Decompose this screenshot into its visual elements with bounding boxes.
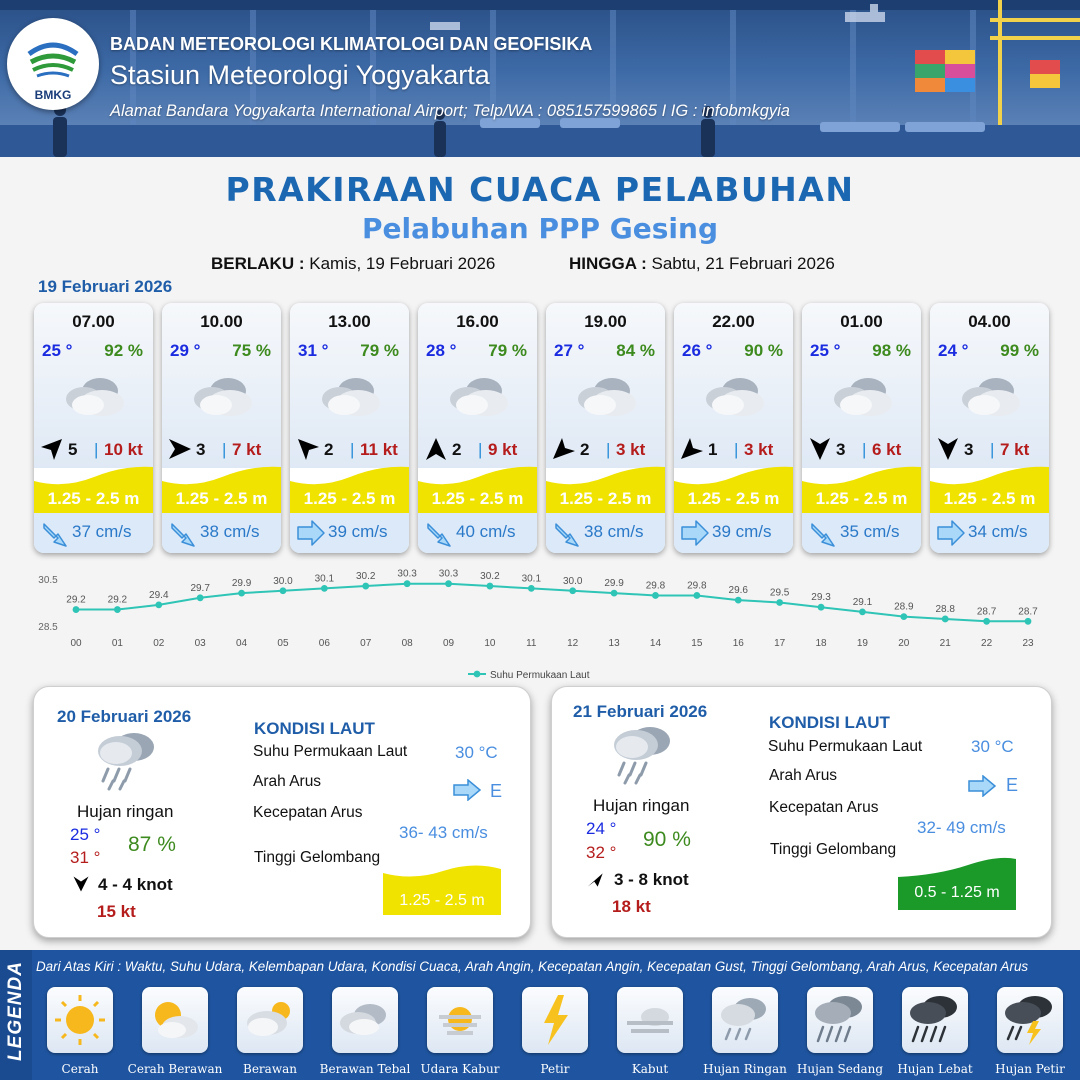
day3-gust: 18 kt <box>612 897 651 916</box>
chart-x-tick: 19 <box>856 638 868 649</box>
chart-point <box>487 583 494 590</box>
chart-data-label: 30.0 <box>273 575 293 587</box>
chart-data-label: 29.8 <box>687 580 707 592</box>
chart-point <box>652 592 659 599</box>
legend-item-name: Berawan <box>243 1062 297 1076</box>
chart-x-tick: 10 <box>484 638 496 649</box>
current-arrow-east-icon <box>452 779 482 801</box>
chart-data-label: 29.9 <box>604 578 624 590</box>
forecast-card <box>418 303 537 553</box>
wind-direction-icon <box>680 437 704 461</box>
wind-direction-icon <box>808 437 832 461</box>
card-wind-separator: | <box>94 440 99 459</box>
wind-direction-icon <box>40 437 64 461</box>
chart-x-tick: 05 <box>277 638 289 649</box>
page-title: PRAKIRAAN CUACA PELABUHAN <box>225 170 855 209</box>
chart-point <box>362 583 369 590</box>
card-wind-speed: 3 <box>964 440 974 459</box>
day2-wave-label: Tinggi Gelombang <box>254 849 381 866</box>
header-banner <box>0 0 1080 157</box>
day2-cur-speed-value: 36- 43 cm/s <box>399 823 488 842</box>
legend-item-name: Hujan Ringan <box>703 1062 787 1076</box>
card-gust: 9 kt <box>488 440 518 459</box>
chart-legend-marker <box>474 671 481 678</box>
card-humidity: 99 % <box>1000 341 1039 360</box>
day2-sea-title: KONDISI LAUT <box>254 719 375 738</box>
card-time: 13.00 <box>328 312 371 331</box>
current-direction-icon <box>168 518 198 548</box>
card-gust: 11 kt <box>360 440 398 459</box>
day2-humidity: 87 % <box>128 833 176 856</box>
day3-panel <box>551 686 1052 938</box>
chart-point <box>900 613 907 620</box>
day2-wind: 4 - 4 knot <box>98 875 173 894</box>
chart-y-tick: 28.5 <box>38 622 58 633</box>
day2-gust: 15 kt <box>97 902 136 921</box>
chart-point <box>445 580 452 587</box>
legend-icon-box <box>332 987 398 1053</box>
day2-cur-dir-value: E <box>490 781 503 801</box>
chart-data-label: 30.3 <box>438 568 459 580</box>
card-current-speed: 38 cm/s <box>584 522 644 541</box>
chart-x-tick: 13 <box>608 638 620 649</box>
day3-wave-value: 0.5 - 1.25 m <box>914 884 1000 901</box>
sun-cloud-icon <box>142 987 208 1053</box>
legend-description: Dari Atas Kiri : Waktu, Suhu Udara, Kelembapan Udara, Kondisi Cuaca, Arah Angin, Kecepatan Angin, Kecepatan Gust, Tinggi Gelombang, Arah Arus, Kecepatan Arus <box>36 959 1029 974</box>
chart-point <box>321 585 328 592</box>
day3-cur-dir-value: E <box>1006 775 1019 795</box>
chart-data-label: 29.2 <box>107 594 128 606</box>
legend-icon-box <box>902 987 968 1053</box>
chart-x-tick: 06 <box>318 638 330 649</box>
card-humidity: 92 % <box>104 341 143 360</box>
thick-cloud-icon <box>190 375 254 419</box>
legend-item <box>990 987 1070 1076</box>
bmkg-logo <box>7 18 99 110</box>
chart-x-tick: 11 <box>526 638 537 649</box>
day3-cur-speed-value: 32- 49 cm/s <box>917 818 1006 837</box>
card-wave-height: 1.25 - 2.5 m <box>303 489 396 508</box>
card-current-speed: 35 cm/s <box>840 522 900 541</box>
chart-data-label: 29.1 <box>852 596 873 608</box>
valid-from-value: Kamis, 19 Februari 2026 <box>309 254 496 273</box>
forecast-card <box>802 303 921 553</box>
chart-point <box>280 587 287 594</box>
chart-data-label: 30.2 <box>480 571 500 583</box>
legend-item <box>319 987 411 1076</box>
chart-data-label: 28.7 <box>976 606 997 618</box>
card-temperature: 29 ° <box>170 341 201 360</box>
wind-arrow-southwest-icon <box>586 870 606 890</box>
day3-cur-speed-label: Kecepatan Arus <box>769 799 879 816</box>
card-wind-speed: 3 <box>836 440 846 459</box>
card-temperature: 26 ° <box>682 341 713 360</box>
card-gust: 7 kt <box>232 440 262 459</box>
forecast-card <box>162 303 281 553</box>
legend-bar <box>0 950 1080 1080</box>
card-wave-height: 1.25 - 2.5 m <box>815 489 908 508</box>
legend-icon-box <box>47 987 113 1053</box>
wind-direction-icon <box>552 437 576 461</box>
card-current-speed: 37 cm/s <box>72 522 132 541</box>
card-wave-height: 1.25 - 2.5 m <box>175 489 268 508</box>
chart-point <box>818 604 825 611</box>
thick-cloud-icon <box>574 375 638 419</box>
chart-x-tick: 07 <box>360 638 372 649</box>
legend-item-name: Hujan Petir <box>995 1062 1065 1076</box>
day2-cur-speed-label: Kecepatan Arus <box>253 804 363 821</box>
chart-point <box>611 590 618 597</box>
legend-icon-box <box>807 987 873 1053</box>
chart-point <box>942 616 949 623</box>
day3-date: 21 Februari 2026 <box>573 702 708 721</box>
day2-date: 20 Februari 2026 <box>57 707 192 726</box>
thick-cloud-icon <box>62 375 126 419</box>
card-humidity: 75 % <box>232 341 271 360</box>
legend-item <box>705 987 785 1076</box>
sea-temperature-chart <box>0 560 1080 685</box>
chart-data-label: 30.1 <box>314 573 335 585</box>
chart-x-tick: 23 <box>1022 638 1034 649</box>
card-wind-separator: | <box>606 440 611 459</box>
station-address: Alamat Bandara Yogyakarta International Airport; Telp/WA : 085157599865 I IG : infobmkgyia <box>110 102 790 120</box>
chart-point <box>569 587 576 594</box>
chart-point <box>114 606 121 613</box>
chart-x-tick: 17 <box>774 638 786 649</box>
legend-item <box>420 987 500 1076</box>
card-gust: 7 kt <box>1000 440 1030 459</box>
card-wave-height: 1.25 - 2.5 m <box>47 489 140 508</box>
card-time: 19.00 <box>584 312 627 331</box>
chart-x-tick: 18 <box>815 638 827 649</box>
day3-sea-title: KONDISI LAUT <box>769 713 890 732</box>
day3-cur-dir-label: Arah Arus <box>769 767 838 784</box>
current-direction-icon <box>936 518 966 548</box>
card-wind-speed: 3 <box>196 440 206 459</box>
card-temperature: 25 ° <box>42 341 73 360</box>
chart-y-tick: 30.5 <box>38 575 58 586</box>
day2-temp-min: 25 ° <box>70 825 101 844</box>
chart-point <box>528 585 535 592</box>
chart-legend-label: Suhu Permukaan Laut <box>490 670 590 681</box>
chart-data-label: 28.8 <box>935 603 955 615</box>
card-temperature: 24 ° <box>938 341 969 360</box>
fog-icon <box>617 987 683 1053</box>
legend-icon-box <box>237 987 303 1053</box>
card-time: 01.00 <box>840 312 883 331</box>
valid-to-label: HINGGA : <box>569 254 647 273</box>
chart-x-tick: 20 <box>898 638 910 649</box>
chart-x-tick: 01 <box>111 638 123 649</box>
legend-icon-box <box>142 987 208 1053</box>
page-subtitle: Pelabuhan PPP Gesing <box>361 212 718 245</box>
day2-wave-value: 1.25 - 2.5 m <box>399 892 485 909</box>
legend-item-name: Hujan Sedang <box>796 1062 884 1076</box>
legend-item <box>796 987 884 1076</box>
legend-item <box>127 987 223 1076</box>
card-wave-height: 1.25 - 2.5 m <box>943 489 1036 508</box>
chart-x-tick: 21 <box>939 638 951 649</box>
chart-point <box>155 601 162 608</box>
legend-icon-box <box>427 987 493 1053</box>
chart-x-tick: 08 <box>401 638 413 649</box>
chart-data-label: 29.7 <box>190 582 210 594</box>
legend-item-name: Hujan Lebat <box>897 1062 973 1076</box>
legend-item <box>610 987 690 1076</box>
card-time: 10.00 <box>200 312 243 331</box>
sun-icon <box>47 987 113 1053</box>
chart-series-line <box>76 584 1028 622</box>
agency-name: BADAN METEOROLOGI KLIMATOLOGI DAN GEOFISIKA <box>110 34 593 54</box>
legend-item <box>895 987 975 1076</box>
legend-item <box>230 987 310 1076</box>
thick-cloud-icon <box>446 375 510 419</box>
card-humidity: 90 % <box>744 341 783 360</box>
card-wind-separator: | <box>478 440 483 459</box>
thick-cloud-icon <box>332 987 398 1053</box>
chart-data-label: 30.2 <box>356 571 376 583</box>
card-wind-speed: 1 <box>708 440 718 459</box>
chart-x-tick: 15 <box>691 638 703 649</box>
card-wind-speed: 2 <box>324 440 334 459</box>
day3-wave-label: Tinggi Gelombang <box>770 841 897 858</box>
station-name: Stasiun Meteorologi Yogyakarta <box>110 60 490 90</box>
wind-direction-icon <box>168 437 192 461</box>
day2-temp-max: 31 ° <box>70 848 101 867</box>
card-current-speed: 38 cm/s <box>200 522 260 541</box>
thunderstorm-icon <box>997 987 1063 1053</box>
chart-point <box>693 592 700 599</box>
card-current-speed: 40 cm/s <box>456 522 516 541</box>
chart-point <box>983 618 990 625</box>
chart-x-tick: 12 <box>567 638 579 649</box>
card-wind-separator: | <box>862 440 867 459</box>
day3-temp-max: 32 ° <box>586 843 617 862</box>
day2-sst-value: 30 °C <box>455 743 498 762</box>
card-wind-separator: | <box>990 440 995 459</box>
card-temperature: 25 ° <box>810 341 841 360</box>
card-current-speed: 34 cm/s <box>968 522 1028 541</box>
day2-sst-label: Suhu Permukaan Laut <box>253 743 408 760</box>
chart-x-tick: 02 <box>153 638 165 649</box>
legend-icon-box <box>522 987 588 1053</box>
chart-data-label: 29.6 <box>728 585 748 597</box>
card-wind-speed: 5 <box>68 440 78 459</box>
card-gust: 3 kt <box>616 440 646 459</box>
chart-data-label: 29.8 <box>645 580 666 592</box>
legend-item <box>515 987 595 1076</box>
day2-condition: Hujan ringan <box>77 802 174 821</box>
current-arrow-east-icon <box>967 775 997 797</box>
light-rain-icon <box>712 987 778 1053</box>
valid-to <box>569 254 835 274</box>
chart-point <box>776 599 783 606</box>
haze-icon <box>427 987 493 1053</box>
legend-label: LEGENDA <box>5 961 26 1061</box>
valid-from <box>211 254 495 274</box>
forecast-card <box>674 303 793 553</box>
wind-direction-icon <box>296 437 320 461</box>
light-rain-icon <box>92 729 162 791</box>
chart-data-label: 29.5 <box>769 587 790 599</box>
valid-from-label: BERLAKU : <box>211 254 305 273</box>
day3-wind: 3 - 8 knot <box>614 870 689 889</box>
card-humidity: 79 % <box>488 341 527 360</box>
legend-item-name: Cerah Berawan <box>127 1062 223 1076</box>
chart-x-tick: 09 <box>442 638 455 649</box>
legend-side <box>0 950 32 1080</box>
chart-point <box>238 590 245 597</box>
lightning-icon <box>522 987 588 1053</box>
thick-cloud-icon <box>958 375 1022 419</box>
legend-icon-box <box>997 987 1063 1053</box>
chart-point <box>197 594 204 601</box>
chart-data-label: 29.9 <box>231 578 252 590</box>
chart-x-tick: 03 <box>194 638 206 649</box>
card-gust: 6 kt <box>872 440 902 459</box>
chart-data-label: 30.3 <box>397 568 417 580</box>
chart-point <box>1025 618 1032 625</box>
forecast-card <box>546 303 665 553</box>
card-time: 16.00 <box>456 312 499 331</box>
thick-cloud-icon <box>702 375 766 419</box>
legend-item-name: Kabut <box>631 1062 669 1076</box>
card-wave-height: 1.25 - 2.5 m <box>687 489 780 508</box>
chart-x-tick: 00 <box>70 638 82 649</box>
current-direction-icon <box>552 518 582 548</box>
chart-point <box>859 609 866 616</box>
card-time: 22.00 <box>712 312 755 331</box>
current-direction-icon <box>296 518 326 548</box>
card-temperature: 27 ° <box>554 341 585 360</box>
light-rain-icon <box>608 723 678 785</box>
day3-temp-min: 24 ° <box>586 819 617 838</box>
card-humidity: 98 % <box>872 341 911 360</box>
legend-item-name: Petir <box>540 1062 570 1076</box>
chart-x-tick: 16 <box>732 638 744 649</box>
chart-point <box>735 597 742 604</box>
chart-data-label: 29.3 <box>811 592 831 604</box>
forecast-card <box>930 303 1049 553</box>
card-current-speed: 39 cm/s <box>712 522 772 541</box>
day1-date: 19 Februari 2026 <box>38 277 173 296</box>
card-time: 04.00 <box>968 312 1011 331</box>
moderate-rain-icon <box>807 987 873 1053</box>
day2-panel <box>33 686 531 938</box>
day3-humidity: 90 % <box>643 828 691 851</box>
day3-sst-value: 30 °C <box>971 737 1014 756</box>
card-wind-separator: | <box>350 440 355 459</box>
day2-cur-dir-label: Arah Arus <box>253 773 322 790</box>
current-direction-icon <box>680 518 710 548</box>
legend-icon-box <box>617 987 683 1053</box>
thick-cloud-icon <box>318 375 382 419</box>
card-temperature: 31 ° <box>298 341 329 360</box>
valid-to-value: Sabtu, 21 Februari 2026 <box>651 254 835 273</box>
card-gust: 3 kt <box>744 440 774 459</box>
card-current-speed: 39 cm/s <box>328 522 388 541</box>
heavy-rain-icon <box>902 987 968 1053</box>
day3-sst-label: Suhu Permukaan Laut <box>768 738 923 755</box>
card-wave-height: 1.25 - 2.5 m <box>559 489 652 508</box>
chart-data-label: 28.9 <box>894 601 914 613</box>
chart-point <box>404 580 411 587</box>
legend-item-name: Cerah <box>61 1062 99 1076</box>
card-humidity: 84 % <box>616 341 655 360</box>
card-wave-height: 1.25 - 2.5 m <box>431 489 524 508</box>
chart-x-tick: 04 <box>236 638 248 649</box>
legend-item-name: Udara Kabur <box>420 1062 500 1076</box>
card-temperature: 28 ° <box>426 341 457 360</box>
wind-direction-icon <box>424 437 448 461</box>
current-direction-icon <box>808 518 838 548</box>
forecast-card <box>290 303 409 553</box>
chart-data-label: 28.7 <box>1018 606 1038 618</box>
card-wind-speed: 2 <box>452 440 462 459</box>
chart-x-tick: 14 <box>649 638 662 649</box>
chart-data-label: 30.0 <box>562 575 583 587</box>
day3-condition: Hujan ringan <box>593 796 690 815</box>
card-wind-separator: | <box>734 440 739 459</box>
current-direction-icon <box>424 518 454 548</box>
forecast-card <box>34 303 153 553</box>
legend-item <box>40 987 120 1076</box>
card-humidity: 79 % <box>360 341 399 360</box>
current-direction-icon <box>40 518 70 548</box>
card-wind-separator: | <box>222 440 227 459</box>
chart-point <box>73 606 80 613</box>
card-time: 07.00 <box>72 312 115 331</box>
legend-item-name: Berawan Tebal <box>319 1062 411 1076</box>
wind-direction-icon <box>936 437 960 461</box>
logo-text: BMKG <box>34 88 72 102</box>
cloud-sun-icon <box>237 987 303 1053</box>
chart-data-label: 29.4 <box>149 589 169 601</box>
chart-data-label: 30.1 <box>521 573 542 585</box>
card-gust: 10 kt <box>104 440 143 459</box>
chart-data-label: 29.2 <box>66 594 86 606</box>
legend-icon-box <box>712 987 778 1053</box>
card-wind-speed: 2 <box>580 440 590 459</box>
chart-x-tick: 22 <box>981 638 993 649</box>
thick-cloud-icon <box>830 375 894 419</box>
wind-arrow-south-icon <box>71 874 91 894</box>
